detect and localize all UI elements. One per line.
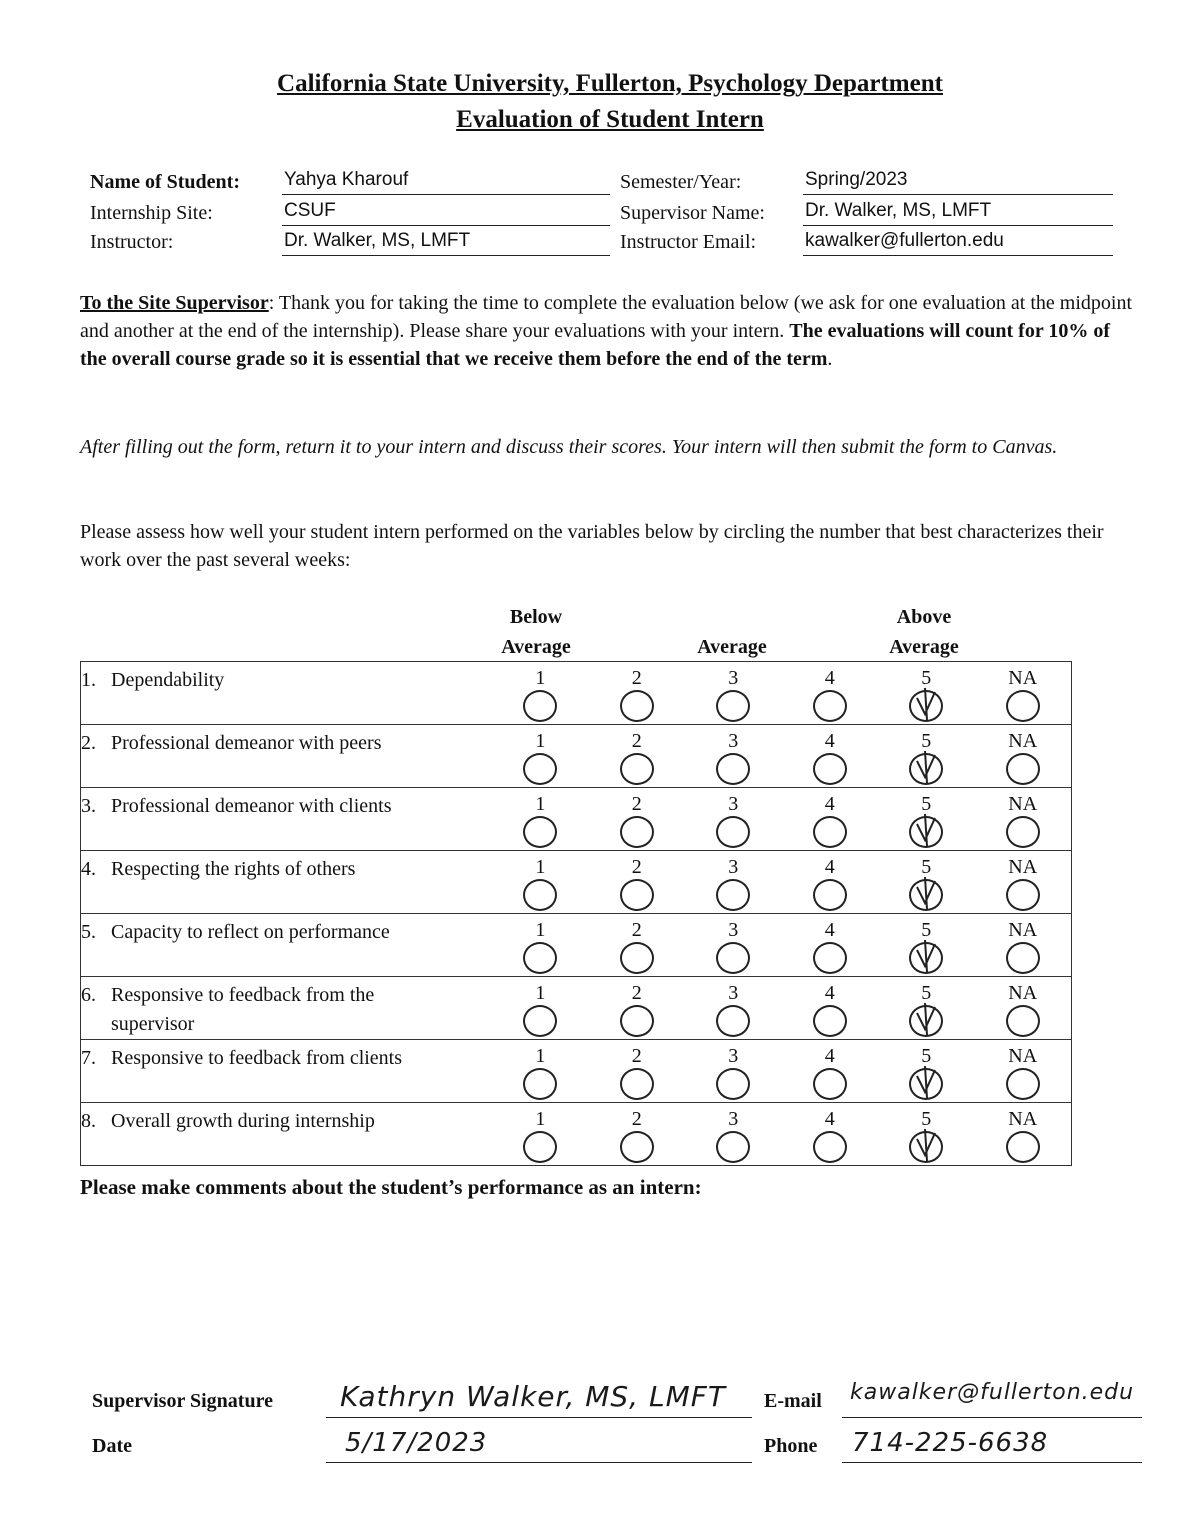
rating-option[interactable]	[589, 1103, 685, 1166]
rating-option[interactable]	[878, 1103, 974, 1166]
option-number: 3	[728, 856, 739, 878]
student-name-field[interactable]: Yahya Kharouf	[282, 168, 610, 195]
option-number: 4	[824, 982, 835, 1004]
email-line	[842, 1417, 1142, 1418]
option-number: 3	[728, 1045, 739, 1067]
option-circle[interactable]	[716, 879, 750, 911]
option-circle-selected[interactable]	[909, 753, 943, 785]
option-circle[interactable]	[620, 1131, 654, 1163]
check-mark-icon	[911, 873, 941, 913]
option-circle-selected[interactable]	[909, 1005, 943, 1037]
phone-value[interactable]: 714-225-6638	[852, 1428, 1049, 1458]
item-label: Capacity to reflect on performance	[111, 921, 390, 943]
option-circle-selected[interactable]	[909, 690, 943, 722]
option-circle[interactable]	[523, 879, 557, 911]
option-number: 5	[921, 856, 932, 878]
option-number: 1	[535, 982, 546, 1004]
item-label: Responsive to feedback from clients	[111, 1047, 403, 1069]
rating-option[interactable]	[975, 725, 1072, 788]
option-circle[interactable]	[716, 1005, 750, 1037]
rating-item	[81, 1040, 493, 1103]
rating-item	[81, 662, 493, 725]
date-value[interactable]: 5/17/2023	[345, 1428, 488, 1458]
rating-option[interactable]	[589, 977, 685, 1040]
option-number: 5	[921, 1045, 932, 1067]
rating-option[interactable]	[782, 851, 878, 914]
rating-option[interactable]	[589, 662, 685, 725]
option-circle[interactable]	[1006, 942, 1040, 974]
option-number: 2	[631, 1108, 642, 1130]
instructor-email-field[interactable]: kawalker@fullerton.edu	[803, 229, 1113, 256]
option-circle[interactable]	[813, 690, 847, 722]
rating-option[interactable]	[975, 1103, 1072, 1166]
option-number: 5	[921, 919, 932, 941]
supervisor-name-field[interactable]: Dr. Walker, MS, LMFT	[803, 199, 1113, 226]
rating-option[interactable]	[975, 662, 1072, 725]
option-number: 3	[728, 667, 739, 689]
rating-option[interactable]	[589, 725, 685, 788]
option-circle[interactable]	[813, 879, 847, 911]
check-mark-icon	[911, 810, 941, 850]
option-circle[interactable]	[716, 1068, 750, 1100]
university-title: California State University, Fullerton, Psychology Department	[277, 70, 943, 97]
option-number: 1	[535, 793, 546, 815]
option-number: 5	[921, 730, 932, 752]
semester-field[interactable]: Spring/2023	[803, 168, 1113, 195]
option-circle[interactable]	[813, 1068, 847, 1100]
option-circle[interactable]	[716, 942, 750, 974]
instructor-field[interactable]: Dr. Walker, MS, LMFT	[282, 229, 610, 256]
phone-label: Phone	[764, 1435, 818, 1457]
option-number: 3	[728, 730, 739, 752]
rating-option[interactable]	[589, 914, 685, 977]
option-number: 1	[535, 1045, 546, 1067]
option-number: 2	[631, 667, 642, 689]
rating-option[interactable]	[685, 725, 781, 788]
item-number: 4.	[81, 858, 96, 880]
item-label: Professional demeanor with peers	[111, 732, 382, 754]
rating-option[interactable]	[685, 1103, 781, 1166]
rating-item	[81, 977, 493, 1040]
option-circle[interactable]	[1006, 1131, 1040, 1163]
above-line-2: Average	[889, 636, 959, 658]
rating-option[interactable]	[492, 1040, 588, 1103]
option-number: NA	[1008, 1045, 1038, 1067]
instruction-italic: After filling out the form, return it to your intern and discuss their scores. Your intern will then submit the form to Canvas.	[80, 436, 1058, 458]
site-label: Internship Site:	[90, 202, 213, 224]
rating-item	[81, 851, 493, 914]
option-circle[interactable]	[716, 690, 750, 722]
rating-option[interactable]	[878, 725, 974, 788]
option-circle[interactable]	[1006, 816, 1040, 848]
option-number: NA	[1008, 1108, 1038, 1130]
rating-option[interactable]	[492, 977, 588, 1040]
below-line-1: Below	[509, 606, 563, 628]
rating-option[interactable]	[492, 851, 588, 914]
option-circle[interactable]	[523, 753, 557, 785]
option-circle[interactable]	[1006, 1005, 1040, 1037]
rating-option[interactable]	[685, 1040, 781, 1103]
option-number: 2	[631, 982, 642, 1004]
item-number: 5.	[81, 921, 96, 943]
rating-option[interactable]	[782, 1040, 878, 1103]
above-line-1: Above	[896, 606, 952, 628]
date-line	[326, 1462, 752, 1463]
option-circle[interactable]	[1006, 1068, 1040, 1100]
internship-site-field[interactable]: CSUF	[282, 199, 610, 226]
option-circle[interactable]	[813, 942, 847, 974]
rating-option[interactable]	[782, 1103, 878, 1166]
option-number: 4	[824, 1108, 835, 1130]
option-circle[interactable]	[523, 1005, 557, 1037]
option-number: 2	[631, 1045, 642, 1067]
option-number: 5	[921, 982, 932, 1004]
rating-row	[81, 662, 1072, 725]
option-number: NA	[1008, 793, 1038, 815]
option-circle[interactable]	[1006, 690, 1040, 722]
rating-option[interactable]	[685, 914, 781, 977]
rating-option[interactable]	[685, 662, 781, 725]
option-circle[interactable]	[813, 1131, 847, 1163]
email-value[interactable]: kawalker@fullerton.edu	[850, 1380, 1135, 1405]
option-number: 1	[535, 1108, 546, 1130]
rating-option[interactable]	[878, 914, 974, 977]
supervisor-label: Supervisor Name:	[620, 202, 765, 224]
option-number: NA	[1008, 856, 1038, 878]
rating-table	[80, 661, 1072, 1166]
option-number: 3	[728, 919, 739, 941]
phone-line	[842, 1462, 1142, 1463]
option-circle[interactable]	[620, 942, 654, 974]
assess-instructions: Please assess how well your student intern performed on the variables below by circling the number that best characterizes their work over the past several weeks:	[80, 521, 1104, 571]
rating-option[interactable]	[975, 1040, 1072, 1103]
supervisor-signature-label: Supervisor Signature	[92, 1390, 273, 1412]
rating-option[interactable]	[975, 977, 1072, 1040]
check-mark-icon	[911, 999, 941, 1039]
rating-row	[81, 788, 1072, 851]
supervisor-signature[interactable]: Kathryn Walker, MS, LMFT	[340, 1380, 726, 1413]
instructor-label: Instructor:	[90, 231, 174, 253]
item-label: Respecting the rights of others	[111, 858, 356, 880]
item-number: 3.	[81, 795, 96, 817]
option-number: NA	[1008, 982, 1038, 1004]
option-number: 2	[631, 730, 642, 752]
option-number: 5	[921, 793, 932, 815]
option-circle[interactable]	[1006, 753, 1040, 785]
option-number: 2	[631, 793, 642, 815]
item-number: 2.	[81, 732, 96, 754]
comments-prompt: Please make comments about the student’s performance as an intern:	[80, 1175, 702, 1199]
option-number: 4	[824, 667, 835, 689]
option-number: 3	[728, 793, 739, 815]
date-label: Date	[92, 1435, 132, 1457]
option-circle[interactable]	[620, 690, 654, 722]
option-circle[interactable]	[813, 1005, 847, 1037]
option-number: 4	[824, 730, 835, 752]
rating-item	[81, 1103, 493, 1166]
option-circle-selected[interactable]	[909, 1131, 943, 1163]
option-circle-selected[interactable]	[909, 816, 943, 848]
check-mark-icon	[911, 747, 941, 787]
option-circle-selected[interactable]	[909, 879, 943, 911]
option-circle[interactable]	[523, 1068, 557, 1100]
rating-option[interactable]	[492, 662, 588, 725]
rating-option[interactable]	[782, 977, 878, 1040]
option-circle[interactable]	[620, 879, 654, 911]
option-circle[interactable]	[620, 816, 654, 848]
option-circle[interactable]	[523, 1131, 557, 1163]
option-number: 4	[824, 793, 835, 815]
intro-paragraph	[80, 289, 1140, 373]
rating-option[interactable]	[492, 1103, 588, 1166]
rating-option[interactable]	[589, 851, 685, 914]
option-number: 1	[535, 856, 546, 878]
form-title: Evaluation of Student Intern	[456, 106, 764, 133]
check-mark-icon	[911, 936, 941, 976]
below-line-2: Average	[501, 636, 571, 658]
option-number: 5	[921, 1108, 932, 1130]
option-circle[interactable]	[523, 690, 557, 722]
intro-text-1: : Thank you for taking the time to complete the evaluation below (we ask for one evaluation at the midpoint and another at the end of the internship). Please share your evaluations with your intern.	[80, 292, 1133, 342]
option-circle[interactable]	[620, 1068, 654, 1100]
option-number: 1	[535, 667, 546, 689]
option-number: NA	[1008, 730, 1038, 752]
instructor-email-label: Instructor Email:	[620, 231, 757, 253]
rating-option[interactable]	[589, 1040, 685, 1103]
rating-option[interactable]	[878, 977, 974, 1040]
item-number: 7.	[81, 1047, 96, 1069]
student-label: Name of Student:	[90, 171, 240, 193]
option-number: 2	[631, 856, 642, 878]
scale-average: Average	[697, 636, 767, 658]
check-mark-icon	[911, 684, 941, 724]
rating-option[interactable]	[878, 662, 974, 725]
rating-option[interactable]	[878, 851, 974, 914]
item-number: 8.	[81, 1110, 96, 1132]
intro-lead: To the Site Supervisor	[80, 292, 269, 314]
option-circle-selected[interactable]	[909, 1068, 943, 1100]
option-number: 3	[728, 1108, 739, 1130]
rating-option[interactable]	[975, 914, 1072, 977]
option-circle[interactable]	[716, 753, 750, 785]
rating-item	[81, 914, 493, 977]
option-circle[interactable]	[620, 1005, 654, 1037]
rating-option[interactable]	[685, 788, 781, 851]
scale-above-average	[874, 602, 974, 662]
rating-option[interactable]	[878, 1040, 974, 1103]
rating-row	[81, 1040, 1072, 1103]
option-circle[interactable]	[620, 753, 654, 785]
option-number: 4	[824, 1045, 835, 1067]
option-number: NA	[1008, 919, 1038, 941]
option-number: 3	[728, 982, 739, 1004]
option-circle[interactable]	[813, 816, 847, 848]
rating-row	[81, 725, 1072, 788]
rating-option[interactable]	[975, 788, 1072, 851]
rating-item	[81, 725, 493, 788]
option-circle[interactable]	[716, 816, 750, 848]
option-number: 2	[631, 919, 642, 941]
email-label: E-mail	[764, 1390, 822, 1412]
rating-option[interactable]	[975, 851, 1072, 914]
rating-option[interactable]	[685, 851, 781, 914]
item-label: Professional demeanor with clients	[111, 795, 392, 817]
rating-option[interactable]	[878, 788, 974, 851]
check-mark-icon	[911, 1125, 941, 1165]
rating-option[interactable]	[782, 788, 878, 851]
option-circle[interactable]	[523, 816, 557, 848]
option-number: 5	[921, 667, 932, 689]
rating-option[interactable]	[685, 977, 781, 1040]
option-circle[interactable]	[1006, 879, 1040, 911]
option-number: 1	[535, 919, 546, 941]
rating-row	[81, 914, 1072, 977]
item-number: 1.	[81, 669, 96, 691]
rating-row	[81, 1103, 1072, 1166]
signature-line	[326, 1417, 752, 1418]
rating-row	[81, 977, 1072, 1040]
item-label: Responsive to feedback from the supervisor	[111, 984, 375, 1035]
option-circle[interactable]	[523, 942, 557, 974]
rating-option[interactable]	[492, 914, 588, 977]
item-number: 6.	[81, 984, 96, 1006]
option-number: 1	[535, 730, 546, 752]
rating-option[interactable]	[492, 725, 588, 788]
option-circle-selected[interactable]	[909, 942, 943, 974]
intro-text-2: .	[827, 348, 833, 370]
option-number: 4	[824, 919, 835, 941]
rating-option[interactable]	[492, 788, 588, 851]
intro-bold: The evaluations will count for 10% of the overall course grade so it is essential that we receive them before the end of the term	[80, 320, 1111, 370]
rating-item	[81, 788, 493, 851]
rating-row	[81, 851, 1072, 914]
rating-option[interactable]	[782, 725, 878, 788]
rating-option[interactable]	[782, 662, 878, 725]
scale-below-average	[486, 602, 586, 662]
rating-option[interactable]	[782, 914, 878, 977]
option-circle[interactable]	[813, 753, 847, 785]
item-label: Overall growth during internship	[111, 1110, 375, 1132]
rating-option[interactable]	[589, 788, 685, 851]
semester-label: Semester/Year:	[620, 171, 742, 193]
item-label: Dependability	[111, 669, 225, 691]
option-number: NA	[1008, 667, 1038, 689]
option-circle[interactable]	[716, 1131, 750, 1163]
check-mark-icon	[911, 1062, 941, 1102]
option-number: 4	[824, 856, 835, 878]
